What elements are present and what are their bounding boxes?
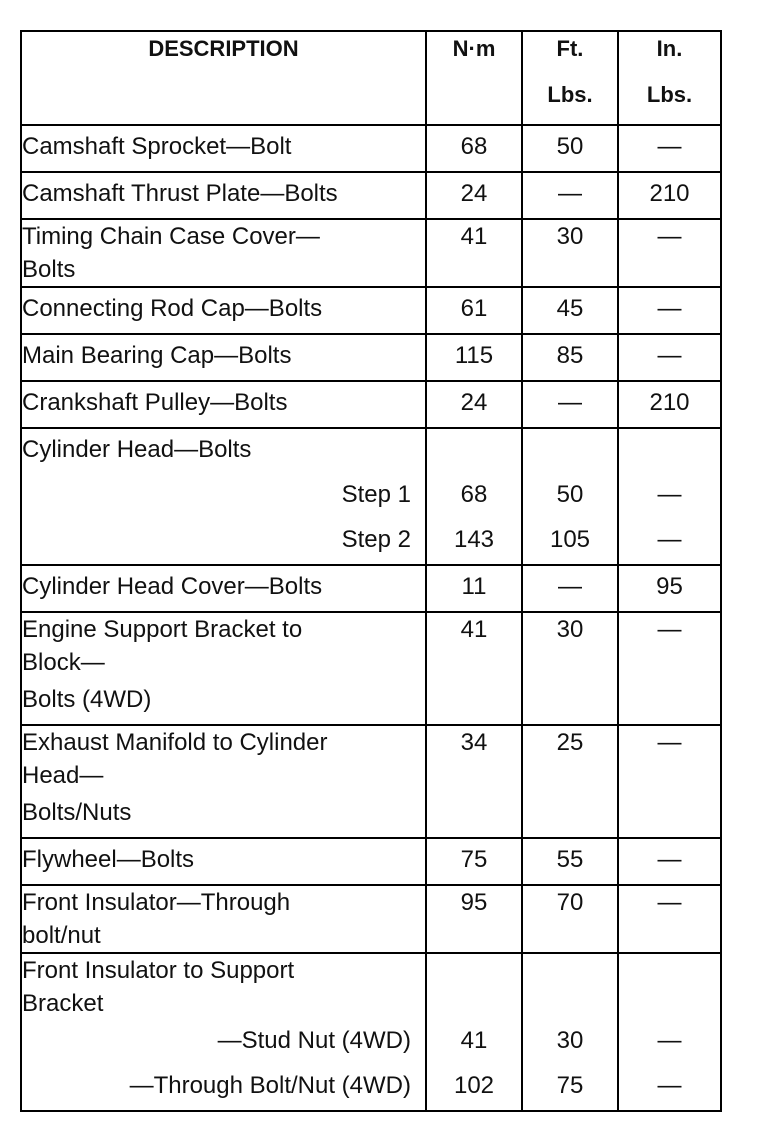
cell-newton-meters — [426, 219, 522, 287]
table-row — [21, 334, 721, 381]
header-foot-pounds — [522, 31, 618, 125]
value-line: 68 — [460, 481, 488, 508]
description-line: bolt/nut — [22, 922, 101, 949]
table-row — [21, 838, 721, 885]
description-line: —Through Bolt/Nut (4WD) — [129, 1072, 411, 1099]
header-row — [21, 31, 721, 125]
description-line: Bolts (4WD) — [22, 686, 152, 713]
cell-description — [21, 953, 426, 1111]
value-line: — — [657, 133, 682, 160]
cell-foot-pounds — [522, 885, 618, 953]
value-line: — — [657, 295, 682, 322]
value-line: 70 — [556, 889, 584, 916]
value-line: 45 — [556, 295, 584, 322]
cell-description — [21, 428, 426, 565]
cell-inch-pounds — [618, 287, 721, 334]
cell-description — [21, 725, 426, 838]
header-line: N·m — [452, 36, 496, 61]
description-line: Crankshaft Pulley—Bolts — [22, 389, 288, 416]
value-line: — — [657, 889, 682, 916]
value-line: 102 — [453, 1072, 495, 1099]
value-line: — — [657, 846, 682, 873]
cell-description — [21, 334, 426, 381]
description-line: Timing Chain Case Cover— — [22, 223, 320, 250]
value-line: 24 — [460, 389, 488, 416]
cell-inch-pounds — [618, 953, 721, 1111]
cell-newton-meters — [426, 565, 522, 612]
header-line: In. — [656, 36, 683, 61]
description-line: Front Insulator—Through — [22, 889, 291, 916]
cell-foot-pounds — [522, 838, 618, 885]
cell-description — [21, 219, 426, 287]
value-line: 30 — [556, 616, 584, 643]
value-line: 50 — [556, 133, 584, 160]
cell-description — [21, 381, 426, 428]
value-line: 75 — [556, 1072, 584, 1099]
torque-spec-table — [20, 30, 722, 1112]
description-line: Engine Support Bracket to — [22, 616, 303, 643]
description-line: Flywheel—Bolts — [22, 846, 195, 873]
cell-inch-pounds — [618, 838, 721, 885]
value-line — [619, 429, 720, 474]
header-description — [21, 31, 426, 125]
value-line — [619, 954, 720, 987]
description-line: Front Insulator to Support — [22, 957, 295, 984]
table-row — [21, 565, 721, 612]
value-line: — — [558, 180, 582, 207]
value-line: 41 — [460, 1027, 488, 1054]
value-line: 115 — [454, 342, 494, 369]
cell-inch-pounds — [618, 885, 721, 953]
cell-newton-meters — [426, 885, 522, 953]
cell-foot-pounds — [522, 334, 618, 381]
table-row — [21, 885, 721, 953]
description-line: Step 1 — [341, 481, 411, 508]
cell-newton-meters — [426, 334, 522, 381]
value-line — [427, 954, 521, 987]
cell-newton-meters — [426, 287, 522, 334]
cell-foot-pounds — [522, 953, 618, 1111]
description-line: Bolts/Nuts — [22, 799, 132, 826]
value-line: 105 — [549, 526, 591, 553]
cell-foot-pounds — [522, 287, 618, 334]
value-line: 75 — [460, 846, 488, 873]
value-line: — — [657, 1027, 682, 1054]
cell-inch-pounds — [618, 565, 721, 612]
cell-inch-pounds — [618, 428, 721, 565]
value-line: — — [558, 389, 582, 416]
value-line: 25 — [556, 729, 584, 756]
value-line: — — [657, 342, 682, 369]
value-line: — — [657, 616, 682, 643]
table-body — [21, 125, 721, 1111]
table-row — [21, 125, 721, 172]
cell-description — [21, 565, 426, 612]
description-line: Main Bearing Cap—Bolts — [22, 342, 292, 369]
description-line: Camshaft Thrust Plate—Bolts — [22, 180, 338, 207]
header-line: Lbs. — [646, 82, 693, 107]
description-line: Camshaft Sprocket—Bolt — [22, 133, 292, 160]
value-line: — — [657, 526, 682, 553]
table-row — [21, 219, 721, 287]
cell-foot-pounds — [522, 125, 618, 172]
cell-inch-pounds — [618, 172, 721, 219]
header-line: Ft. — [556, 36, 584, 61]
value-line: 41 — [460, 223, 488, 250]
value-line: 24 — [460, 180, 488, 207]
cell-newton-meters — [426, 612, 522, 725]
cell-description — [21, 125, 426, 172]
value-line: — — [657, 481, 682, 508]
value-line: 34 — [460, 729, 488, 756]
cell-foot-pounds — [522, 219, 618, 287]
value-line — [523, 987, 617, 1020]
header-line: DESCRIPTION — [148, 36, 299, 61]
value-line: 61 — [460, 295, 488, 322]
value-line: 50 — [556, 481, 584, 508]
description-line: Exhaust Manifold to Cylinder — [22, 729, 328, 756]
cell-newton-meters — [426, 953, 522, 1111]
header-newton-meters — [426, 31, 522, 125]
description-line: Bracket — [22, 990, 104, 1017]
cell-foot-pounds — [522, 428, 618, 565]
cell-inch-pounds — [618, 334, 721, 381]
description-line: Connecting Rod Cap—Bolts — [22, 295, 323, 322]
value-line: 210 — [649, 389, 690, 416]
header-line: Lbs. — [547, 82, 593, 107]
value-line: 30 — [556, 1027, 584, 1054]
value-line: 68 — [460, 133, 488, 160]
cell-newton-meters — [426, 725, 522, 838]
table-row — [21, 612, 721, 725]
value-line: 30 — [556, 223, 584, 250]
cell-newton-meters — [426, 838, 522, 885]
cell-newton-meters — [426, 125, 522, 172]
description-line: Block— — [22, 649, 105, 676]
cell-inch-pounds — [618, 725, 721, 838]
cell-description — [21, 172, 426, 219]
value-line: 95 — [460, 889, 488, 916]
description-line: Step 2 — [341, 526, 411, 553]
cell-foot-pounds — [522, 725, 618, 838]
value-line: 143 — [453, 526, 495, 553]
cell-inch-pounds — [618, 612, 721, 725]
value-line — [523, 954, 617, 987]
cell-foot-pounds — [522, 172, 618, 219]
cell-inch-pounds — [618, 381, 721, 428]
cell-foot-pounds — [522, 565, 618, 612]
table-row — [21, 172, 721, 219]
value-line: — — [657, 729, 682, 756]
value-line: 95 — [656, 573, 683, 600]
cell-foot-pounds — [522, 612, 618, 725]
description-line: —Stud Nut (4WD) — [217, 1027, 411, 1054]
value-line: 85 — [556, 342, 584, 369]
cell-newton-meters — [426, 172, 522, 219]
header-inch-pounds — [618, 31, 721, 125]
cell-foot-pounds — [522, 381, 618, 428]
value-line: — — [558, 573, 582, 600]
table-row — [21, 953, 721, 1111]
cell-description — [21, 287, 426, 334]
table-row — [21, 428, 721, 565]
cell-newton-meters — [426, 428, 522, 565]
value-line: — — [657, 223, 682, 250]
value-line: 11 — [461, 573, 487, 600]
cell-description — [21, 612, 426, 725]
value-line: — — [657, 1072, 682, 1099]
table-row — [21, 381, 721, 428]
description-line: Cylinder Head Cover—Bolts — [22, 573, 323, 600]
value-line — [523, 429, 617, 474]
table-row — [21, 725, 721, 838]
value-line: 55 — [556, 846, 584, 873]
table-row — [21, 287, 721, 334]
value-line: 41 — [460, 616, 488, 643]
value-line: 210 — [649, 180, 690, 207]
description-line: Head— — [22, 762, 104, 789]
description-line: Cylinder Head—Bolts — [22, 436, 252, 463]
value-line — [427, 987, 521, 1020]
description-line: Bolts — [22, 256, 76, 283]
cell-description — [21, 885, 426, 953]
value-line — [619, 987, 720, 1020]
value-line — [427, 429, 521, 474]
cell-newton-meters — [426, 381, 522, 428]
cell-inch-pounds — [618, 219, 721, 287]
cell-description — [21, 838, 426, 885]
cell-inch-pounds — [618, 125, 721, 172]
